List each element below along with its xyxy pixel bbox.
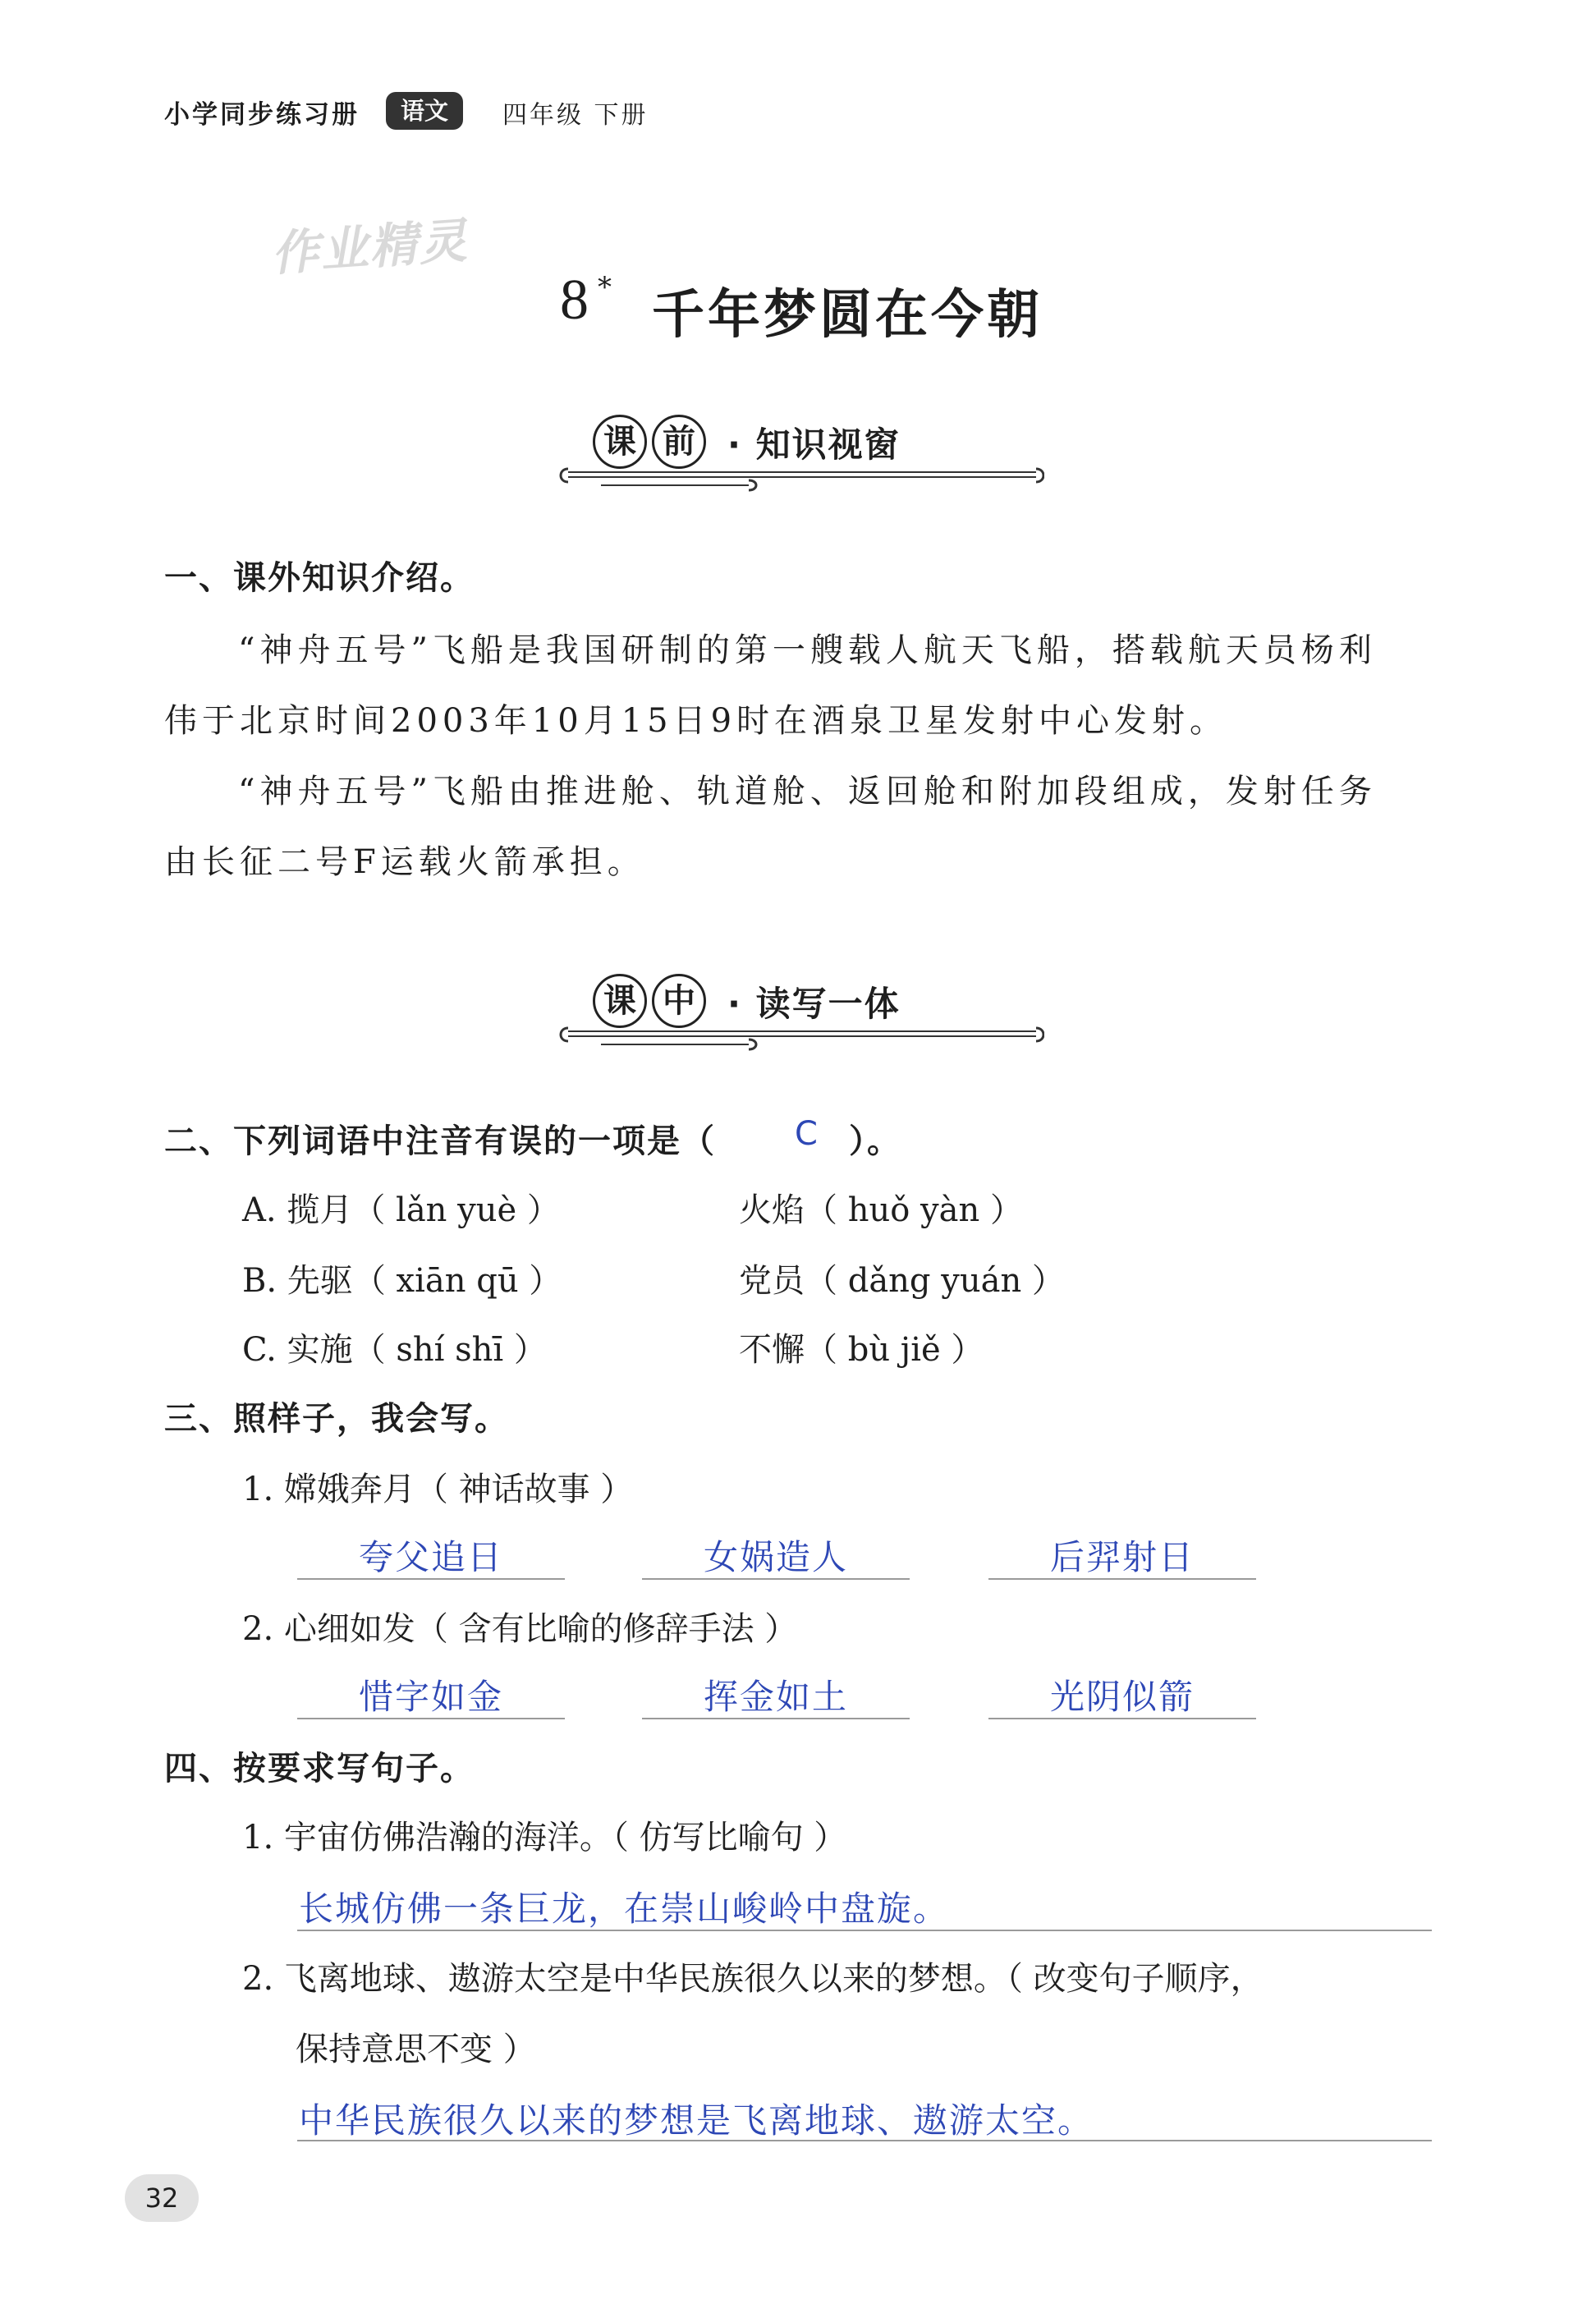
section-2-heading-end: ）。 bbox=[849, 1122, 901, 1160]
option-b-right: 党员（ dǎng yuán ） bbox=[739, 1262, 1065, 1300]
watermark: 作业精灵 bbox=[269, 212, 470, 282]
answer-1-1: 夸父追日 bbox=[358, 1537, 503, 1577]
grade-label: 四年级 下册 bbox=[502, 101, 649, 130]
answer-line bbox=[297, 1930, 1432, 1931]
section-2-answer: C bbox=[795, 1115, 818, 1153]
answer-1-3: 后羿射日 bbox=[1049, 1537, 1195, 1577]
banner-char-2: 中 bbox=[652, 974, 706, 1028]
option-c-right: 不懈（ bù jiě ） bbox=[739, 1331, 984, 1369]
lesson-number: 8 bbox=[560, 268, 589, 332]
answer-2-3: 光阴似箭 bbox=[1049, 1677, 1195, 1717]
section-4-heading: 四、按要求写句子。 bbox=[164, 1749, 475, 1788]
answer-line bbox=[988, 1718, 1256, 1719]
answer-line bbox=[988, 1578, 1256, 1580]
section-3-question-1: 1. 嫦娥奔月（ 神话故事 ） bbox=[242, 1471, 634, 1508]
lesson-title: 千年梦圆在今朝 bbox=[652, 284, 1043, 346]
option-a-left: A. 揽月（ lǎn yuè ） bbox=[242, 1191, 560, 1229]
section-4-answer-1: 长城仿佛一条巨龙，在崇山峻岭中盘旋。 bbox=[299, 1889, 950, 1929]
answer-2-1: 惜字如金 bbox=[358, 1677, 503, 1717]
banner-char-1: 课 bbox=[593, 415, 647, 469]
section-4-question-2-line-1: 2. 飞离地球、遨游太空是中华民族很久以来的梦想。（ 改变句子顺序， bbox=[242, 1960, 1264, 1998]
answer-line bbox=[642, 1718, 910, 1719]
section-2-heading: 二、下列词语中注音有误的一项是（ bbox=[164, 1122, 716, 1160]
banner-char-1: 课 bbox=[593, 974, 647, 1028]
section-4-question-1: 1. 宇宙仿佛浩瀚的海洋。（ 仿写比喻句 ） bbox=[242, 1819, 847, 1857]
answer-2-2: 挥金如土 bbox=[703, 1677, 848, 1717]
option-a-right: 火焰（ huǒ yàn ） bbox=[739, 1191, 1023, 1229]
answer-line bbox=[642, 1578, 910, 1580]
option-b-left: B. 先驱（ xiān qū ） bbox=[242, 1262, 562, 1300]
subject-badge: 语文 bbox=[386, 92, 463, 130]
paragraph-1-line-2: 伟于北京时间2003年10月15日9时在酒泉卫星发射中心发射。 bbox=[164, 702, 1228, 740]
paragraph-2-line-2: 由长征二号F运载火箭承担。 bbox=[164, 843, 645, 881]
section-banner-before-class bbox=[552, 415, 1044, 505]
section-banner-in-class bbox=[552, 974, 1044, 1064]
option-c-left: C. 实施（ shí shī ） bbox=[242, 1331, 547, 1369]
banner-text: · 知识视窗 bbox=[727, 425, 901, 465]
section-4-question-2-line-2: 保持意思不变 ） bbox=[296, 2031, 536, 2068]
answer-line bbox=[297, 2140, 1432, 2141]
banner-char-2: 前 bbox=[652, 415, 706, 469]
series-title: 小学同步练习册 bbox=[164, 100, 360, 130]
answer-1-2: 女娲造人 bbox=[703, 1537, 848, 1577]
paragraph-1-line-1: “神舟五号”飞船是我国研制的第一艘载人航天飞船，搭载航天员杨利 bbox=[238, 631, 1377, 669]
section-3-heading: 三、照样子，我会写。 bbox=[164, 1399, 509, 1438]
paragraph-2-line-1: “神舟五号”飞船由推进舱、轨道舱、返回舱和附加段组成，发射任务 bbox=[238, 773, 1377, 810]
section-1-heading: 一、课外知识介绍。 bbox=[164, 558, 475, 597]
section-4-answer-2: 中华民族很久以来的梦想是飞离地球、遨游太空。 bbox=[299, 2100, 1094, 2141]
answer-line bbox=[297, 1718, 565, 1719]
banner-text: · 读写一体 bbox=[727, 984, 901, 1024]
answer-line bbox=[297, 1578, 565, 1580]
lesson-star: * bbox=[598, 271, 612, 304]
page-number: 32 bbox=[125, 2174, 199, 2222]
section-3-question-2: 2. 心细如发（ 含有比喻的修辞手法 ） bbox=[242, 1610, 798, 1648]
